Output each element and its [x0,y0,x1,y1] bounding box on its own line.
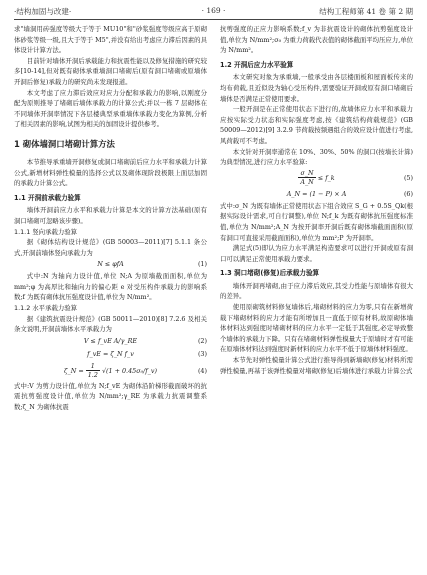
equation-body: V ≤ f_vE A/γ_RE [83,336,138,345]
paragraph: 抗剪强度的正应力影响系数;f_v 为非抗震设计的砌体抗剪强度设计值,单位为 N/mm²;σ₀ 为重力荷载代表值的砌体截面平均压应力,单位为 N/mm²。 [220,25,414,55]
equation-fraction [86,362,100,379]
header-rule [14,19,413,20]
right-column [220,24,413,376]
fraction-denominator: 1.2 [87,371,98,380]
equation-3 [14,348,207,361]
left-column [14,24,207,413]
paragraph: 满足式(5)即认为应力水平满足构造要求可以进行开洞或原有洞口可以满足正常使用承载力要求。 [220,244,413,263]
paragraph: 求"墙洞用砖强度等级大于等于 MU10"和"砂浆强度等级应高于原砌体砂浆等级一级,且大于等于 M5",并没有给出考虑应力滞后因素的具体设计计算方法。 [14,25,207,55]
equation-2 [14,335,207,348]
paragraph: 本节先对弹性模量计算公式进行推导得到新墙砌(修复)材料所需弹性模量,再基于该弹性模量对堵砌(修复)后墙体进行承载力计算公式 [220,356,413,375]
equation-number: (3) [197,349,207,358]
equation-number: (1) [197,260,207,269]
equation-1 [14,258,207,271]
paragraph: 式中:σ_N 为既有墙体正常使用状态下组合效应 S_G + 0.5S_Qk(根据实际设计需求,可自行调整),单位 N;f_k 为既有砌体抗压强度标准值,单位为 N/mm²;A_N 为按开洞率开洞后既有砌体墙截面面积(原有洞口可直接采用截面面积),单位为 mm²;P 为开洞率。 [220,201,413,242]
equation-number: (2) [197,336,207,345]
header-journal-issue: 结构工程师第 41 卷 第 2 期 [319,7,413,16]
paragraph: 本文针对开洞率通常在 10%、30%、50% 的洞口(按墙长计算)为典型情况,进行应力水平验算: [220,147,413,167]
equation-body: N ≤ φfA [97,260,124,269]
paragraph: 据《砌体结构设计规范》(GB 50003—2011)[7] 5.1.1 条公式,开洞前墙体竖向承载力为 [14,238,207,257]
fraction-numerator: 1 [86,362,100,371]
paragraph: 使用原砌筑材料修复墙体后,堵砌材料的应力为零,只有在新增荷载下堵砌材料的应力才能有所增加且一直低于原有材料,故原砌体墙体材料达到强度时堵砌材料的应力水平一定低于其强度,必定导致整个墙体的承载力下降。只有在堵砌材料弹性模量大于原墙时才有可能在原墙体材料达到强度时新材料的应力水平不低于原墙体材料强度。 [220,303,413,354]
equation-fraction [298,169,315,186]
paragraph: 墙体开洞前应力水平和承载力计算是本文的计算方法基础(原有洞口堵砌可忽略该步骤)。 [14,206,207,225]
header-page-number: · 169 · [201,6,226,15]
section-heading: 1 砌体墙洞口堵砌计算方法 [14,138,115,149]
paragraph: 据《建筑抗震设计规范》(GB 50011—2010)[8] 7.2.6 及相关条文说明,开洞前墙体水平承载力为 [14,314,207,334]
subsection-heading: 1.3 洞口堵砌(修复)后承载力验算 [220,269,320,278]
equation-body: f_vE = ζ_N f_v [87,349,134,358]
subsubsection-heading: 1.1.1 竖向承载力验算 [14,227,78,236]
equation-number: (4) [197,366,207,375]
paragraph: 本节推导承重墙开洞修复或洞口堵砌前后应力水平和承载力计算公式,新增材料弹性模量的选择公式以及砌体现阶段极限上面层加固的承载力计算公式。 [14,157,207,188]
subsubsection-heading: 1.1.2 水平承载力验算 [14,304,78,313]
paragraph: 本文考虑了应力滞后效应对应力分配和承载力的影响,以刚度分配为原则推导了堵砌后墙体承载力的计算公式;并以一栋 7 层砌体在不同墙体开洞率情况下各层楼典型承重墙体承载力变化为算例,分析了相关因素的影响,试图为相关的加固设计提供参考。 [14,88,207,129]
paragraph: 目前针对墙体开洞后承载能力和抗震性能以及修复措施的研究较多[10-14],但对既有砌体承重墙洞口堵砌后(原有洞口堵砌或原墙体开洞后修复)承载力的研究尚未发现报道。 [14,56,207,86]
paragraph: 本文研究对象为承重墙,一般承受由各层楼面板和屋面板传来的均布荷载,且近似设为轴心受压构件,需要验证开洞或原有洞口堵砌后墙体是否满足正常使用要求。 [220,73,413,103]
subsection-heading: 1.2 开洞后应力水平验算 [220,60,294,69]
equation-sqrt: √(1 + 0.45σ₀/f_v) [101,366,157,375]
equation-4 [14,361,207,381]
equation-6 [220,188,413,201]
paragraph: 式中:N 为轴向力设计值,单位 N;A 为原墙截面面积,单位为 mm²;φ 为高厚比和轴向力的偏心距 e 对受压构件承载力的影响系数;f 为既有砌体抗压强度设计值,单位为 N/mm²。 [14,272,207,302]
equation-rhs: ≤ f_k [317,173,335,182]
running-header [14,6,413,18]
equation-number: (6) [403,189,413,198]
subsection-heading: 1.1 开洞前承载力验算 [14,193,81,202]
fraction-denominator: A_N [300,178,314,187]
equation-lhs: ζ_N = [64,366,84,375]
paragraph: 一般开洞是在正常使用状态下进行的,故墙体应力水平和承载力应按实际受力状态和实际强度考虑,按《建筑结构荷载规范》(GB 50009—2012)[9] 3.2.9 节荷载按频遇组合的效应设计值进行考虑,风荷载可不考虑。 [220,105,413,145]
header-column-name: ·结构加固与改建· [14,7,72,16]
equation-5 [220,168,413,188]
paragraph: 墙体开洞再堵砌,由于应力滞后效应,其受力性能与原墙体有很大的差异。 [220,281,413,301]
equation-number: (5) [403,173,413,182]
paragraph: 式中:V 为剪力设计值,单位为 N;f_vE 为砌体沿阶梯形截面破坏的抗震抗剪强度设计值,单位为 N/mm²;γ_RE 为承载力抗震调整系数;ζ_N 为砌体抗震 [14,381,207,412]
fraction-numerator: σ_N [298,169,315,178]
equation-body: A_N = (1 − P) × A [286,189,347,198]
